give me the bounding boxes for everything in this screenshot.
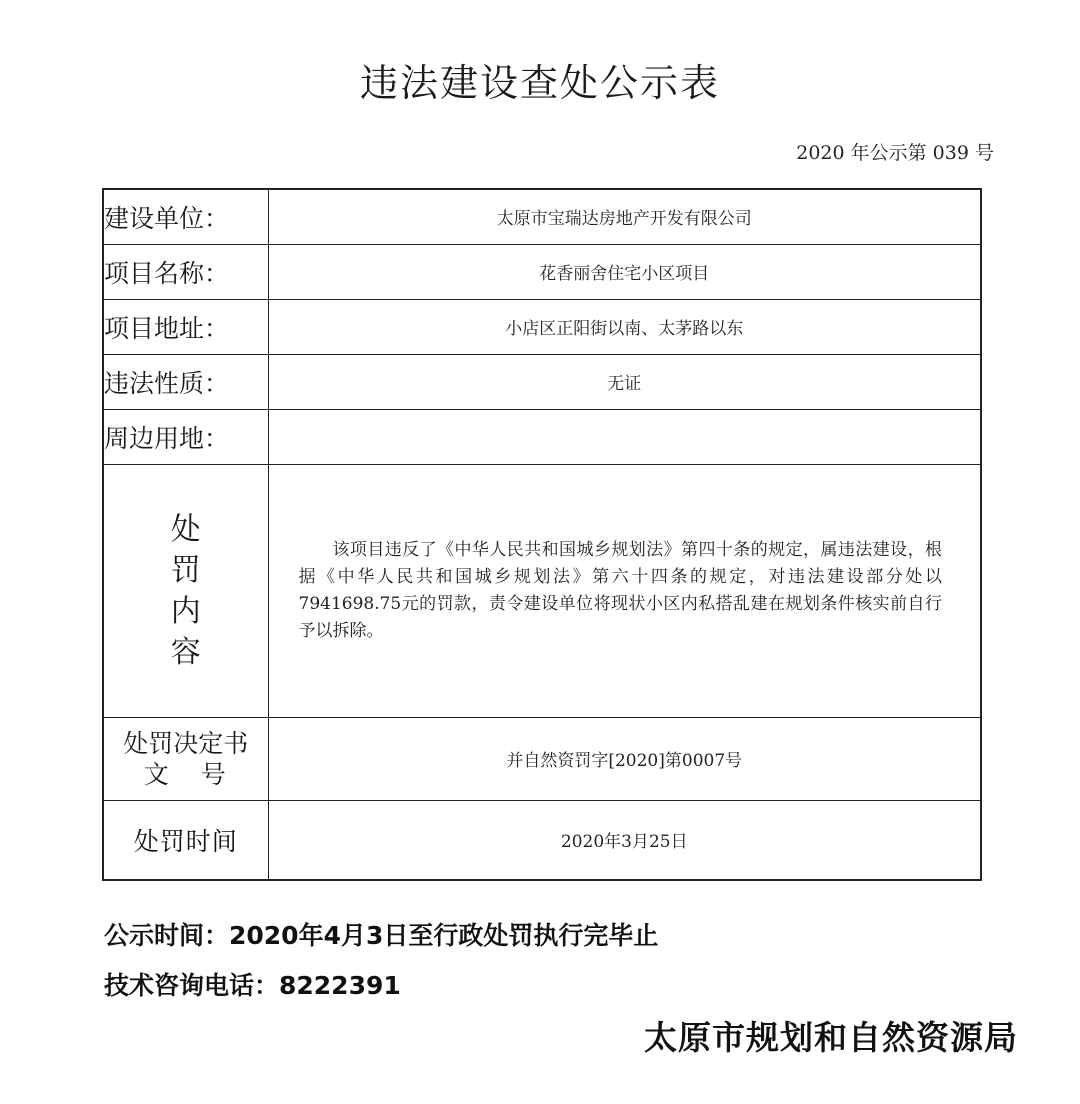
surrounding-land-label: 周边用地： xyxy=(103,409,268,464)
penalty-content-text: 该项目违反了《中华人民共和国城乡规划法》第四十条的规定，属违法建设，根据《中华人民共和国城乡规划法》第六十四条的规定，对违法建设部分处以7941698.75元的罚款，责令建设单位将现状小区内私搭乱建在规划条件核实前自行予以拆除。 xyxy=(298,539,942,641)
row-project-address xyxy=(103,299,981,354)
row-violation-nature xyxy=(103,354,981,409)
row-decision-document xyxy=(103,717,981,800)
project-address-value: 小店区正阳街以南、太茅路以东 xyxy=(268,299,981,354)
violation-nature-label: 违法性质： xyxy=(103,354,268,409)
penalty-content-cell xyxy=(268,464,981,717)
surrounding-land-value xyxy=(268,409,981,464)
penalty-label-char-1: 处 xyxy=(170,511,201,547)
notice-period: 公示时间：2020年4月3日至行政处罚执行完毕止 xyxy=(104,921,659,950)
document-number: 2020 年公示第 039 号 xyxy=(796,142,994,164)
row-penalty-content xyxy=(103,464,981,717)
row-surrounding-land xyxy=(103,409,981,464)
project-address-label: 项目地址： xyxy=(103,299,268,354)
issuing-authority: 太原市规划和自然资源局 xyxy=(644,1018,1018,1057)
penalty-time-value: 2020年3月25日 xyxy=(268,800,981,880)
penalty-content-label xyxy=(103,464,268,717)
decision-document-label xyxy=(103,717,268,800)
builder-label: 建设单位： xyxy=(103,189,268,244)
penalty-label-char-3: 内 xyxy=(170,593,201,629)
penalty-label-char-4: 容 xyxy=(170,634,201,670)
notice-table xyxy=(102,188,982,881)
document-title: 违法建设查处公示表 xyxy=(359,61,720,105)
row-builder xyxy=(103,189,981,244)
penalty-time-label: 处罚时间 xyxy=(103,800,268,880)
violation-nature-value: 无证 xyxy=(268,354,981,409)
consultation-hotline: 技术咨询电话：8222391 xyxy=(104,971,401,1000)
builder-value: 太原市宝瑞达房地产开发有限公司 xyxy=(268,189,981,244)
penalty-label-char-2: 罚 xyxy=(170,552,201,588)
decision-label-line1: 处罚决定书 xyxy=(123,728,249,758)
project-name-value: 花香丽舍住宅小区项目 xyxy=(268,244,981,299)
decision-document-value: 并自然资罚字[2020]第0007号 xyxy=(268,717,981,800)
row-penalty-time xyxy=(103,800,981,880)
decision-label-line2: 文号 xyxy=(143,759,258,789)
row-project-name xyxy=(103,244,981,299)
project-name-label: 项目名称： xyxy=(103,244,268,299)
